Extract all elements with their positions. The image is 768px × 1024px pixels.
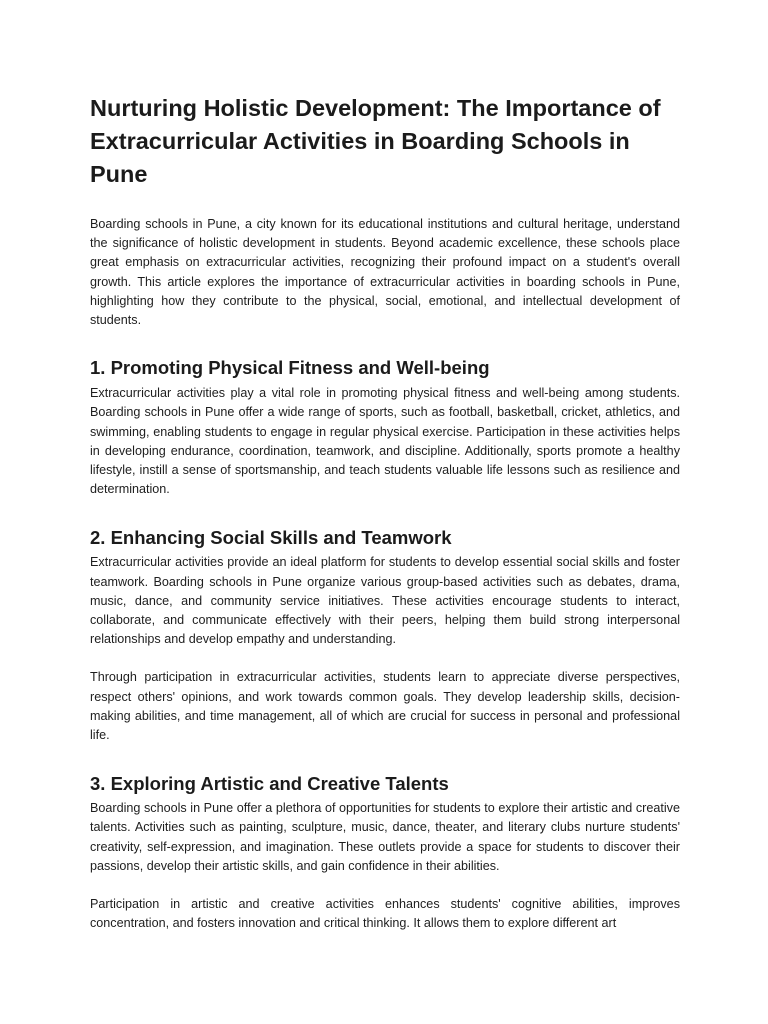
section-2-heading: 2. Enhancing Social Skills and Teamwork [90, 527, 452, 549]
section-3-paragraph-2: Participation in artistic and creative activities enhances students' cognitive abilities, improves concentration, and fosters innovation and critical thinking. It allows them to explore different art [90, 897, 680, 931]
intro-paragraph: Boarding schools in Pune, a city known for its educational institutions and cultural heritage, understand the significance of holistic development in students. Beyond academic excellence, these schools place great emphasis on extracurricular activities, recognizing their profound impact on a student's overall growth. This article explores the importance of extracurricular activities in boarding schools in Pune, highlighting how they contribute to the physical, social, emotional, and intellectual development of students. [90, 217, 680, 328]
section-2-paragraph-2: Through participation in extracurricular activities, students learn to appreciate diverse perspectives, respect others' opinions, and work towards common goals. They develop leadership skills, decision-making abilities, and time management, all of which are crucial for success in personal and professional life. [90, 670, 680, 743]
document-page [90, 92, 680, 933]
paragraph-gap [90, 649, 680, 668]
paragraph-gap [90, 876, 680, 895]
section-1-heading: 1. Promoting Physical Fitness and Well-being [90, 357, 490, 379]
section-3-paragraph-1: Boarding schools in Pune offer a plethora of opportunities for students to explore their artistic and creative talents. Activities such as painting, sculpture, music, dance, theater, and literary clubs nurture students' creativity, self-expression, and imagination. These outlets provide a space for students to discover their passions, develop their artistic skills, and gain confidence in their abilities. [90, 801, 680, 873]
section-1-paragraph-1: Extracurricular activities play a vital role in promoting physical fitness and well-being among students. Boarding schools in Pune offer a wide range of sports, such as football, basketball, cricket, athletics, and swimming, enabling students to engage in regular physical exercise. Participation in these activities helps in developing endurance, coordination, teamwork, and discipline. Additionally, sports promote a healthy lifestyle, instill a sense of sportsmanship, and teach students valuable life lessons such as resilience and determination. [90, 386, 680, 497]
section-3-heading: 3. Exploring Artistic and Creative Talents [90, 773, 449, 795]
section-2-paragraph-1: Extracurricular activities provide an ideal platform for students to develop essential social skills and foster teamwork. Boarding schools in Pune organize various group-based activities such as debates, drama, music, dance, and community service initiatives. These activities encourage students to interact, collaborate, and communicate effectively with their peers, helping them build strong interpersonal relationships and develop empathy and understanding. [90, 555, 680, 647]
article-title: Nurturing Holistic Development: The Importance of Extracurricular Activities in Boarding Schools in Pune [90, 95, 661, 187]
